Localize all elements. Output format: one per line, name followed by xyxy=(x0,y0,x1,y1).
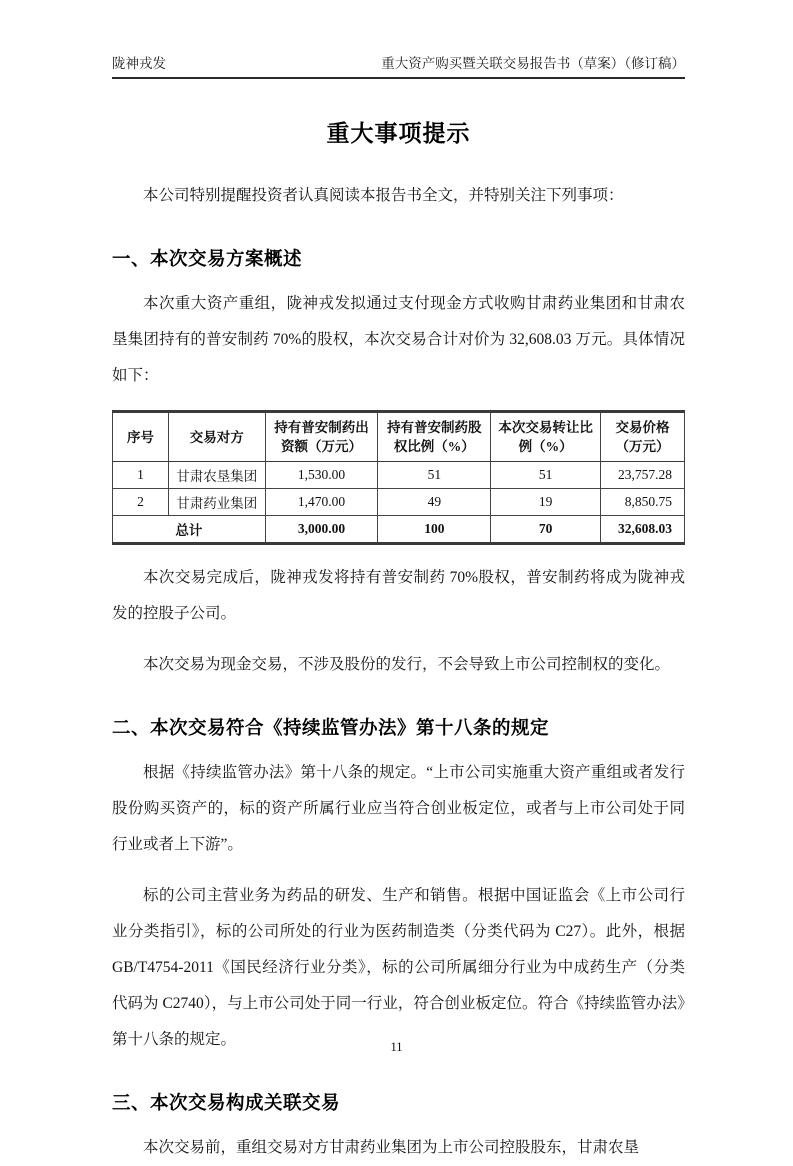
header-company-name: 陇神戎发 xyxy=(112,56,166,71)
cell-price: 23,757.28 xyxy=(601,462,685,489)
table-header-capital: 持有普安制药出资额（万元） xyxy=(265,412,378,462)
cell-price: 8,850.75 xyxy=(601,489,685,516)
table-header-counterparty: 交易对方 xyxy=(168,412,265,462)
section-1-paragraph-3: 本次交易为现金交易，不涉及股份的发行，不会导致上市公司控制权的变化。 xyxy=(143,656,671,673)
total-capital: 3,000.00 xyxy=(265,516,378,544)
cell-capital: 1,470.00 xyxy=(265,489,378,516)
cell-equity-ratio: 49 xyxy=(378,489,491,516)
total-transfer-ratio: 70 xyxy=(491,516,601,544)
transaction-summary-table xyxy=(112,410,685,545)
cell-index: 1 xyxy=(113,462,169,489)
table-total-row xyxy=(113,516,685,544)
table-header-transfer-ratio: 本次交易转让比例（%） xyxy=(491,412,601,462)
table-header-index: 序号 xyxy=(113,412,169,462)
total-price: 32,608.03 xyxy=(601,516,685,544)
total-equity-ratio: 100 xyxy=(378,516,491,544)
intro-paragraph: 本公司特别提醒投资者认真阅读本报告书全文，并特别关注下列事项： xyxy=(143,187,624,204)
section-2-paragraph-1: 根据《持续监管办法》第十八条的规定。“上市公司实施重大资产重组或者发行股份购买资产的，标的资产所属行业应当符合创业板定位，或者与上市公司处于同行业或者上下游”。 xyxy=(112,764,685,853)
running-header xyxy=(112,52,685,79)
table-row xyxy=(113,489,685,516)
section-1-paragraph-2: 本次交易完成后，陇神戎发将持有普安制药 70%股权，普安制药将成为陇神戎发的控股子公司。 xyxy=(112,569,685,622)
cell-transfer-ratio: 51 xyxy=(491,462,601,489)
table-header-equity-ratio: 持有普安制药股权比例（%） xyxy=(378,412,491,462)
header-report-title: 重大资产购买暨关联交易报告书（草案）（修订稿） xyxy=(381,56,685,71)
total-label: 总计 xyxy=(113,516,266,544)
cell-index: 2 xyxy=(113,489,169,516)
page-content xyxy=(112,52,685,1166)
cell-equity-ratio: 51 xyxy=(378,462,491,489)
section-1-heading: 一、本次交易方案概述 xyxy=(112,248,303,269)
cell-capital: 1,530.00 xyxy=(265,462,378,489)
table-row xyxy=(113,462,685,489)
section-1-paragraph-1: 本次重大资产重组，陇神戎发拟通过支付现金方式收购甘肃药业集团和甘肃农垦集团持有的普安制药 70%的股权，本次交易合计对价为 32,608.03 万元。具体情况如下： xyxy=(112,295,685,384)
section-3-paragraph-1: 本次交易前，重组交易对方甘肃药业集团为上市公司控股股东，甘肃农垦 xyxy=(143,1139,640,1156)
cell-counterparty: 甘肃农垦集团 xyxy=(168,462,265,489)
section-2-heading: 二、本次交易符合《持续监管办法》第十八条的规定 xyxy=(112,717,550,738)
cell-transfer-ratio: 19 xyxy=(491,489,601,516)
section-3-heading: 三、本次交易构成关联交易 xyxy=(112,1092,341,1113)
page-number: 11 xyxy=(390,1040,403,1054)
table-header-price: 交易价格（万元） xyxy=(601,412,685,462)
table-header-row xyxy=(113,412,685,462)
section-2-paragraph-2: 标的公司主营业务为药品的研发、生产和销售。根据中国证监会《上市公司行业分类指引》，标的公司所处的行业为医药制造类（分类代码为 C27）。此外，根据 GB/T4754-2011《国民经济行业分类》，标的公司所属细分行业为中成药生产（分类代码为 C2740），与上市公司处于同一行业，符合创业板定位。符合《持续监管办法》第十八条的规定。 xyxy=(112,887,685,1048)
page-title: 重大事项提示 xyxy=(326,120,471,146)
cell-counterparty: 甘肃药业集团 xyxy=(168,489,265,516)
